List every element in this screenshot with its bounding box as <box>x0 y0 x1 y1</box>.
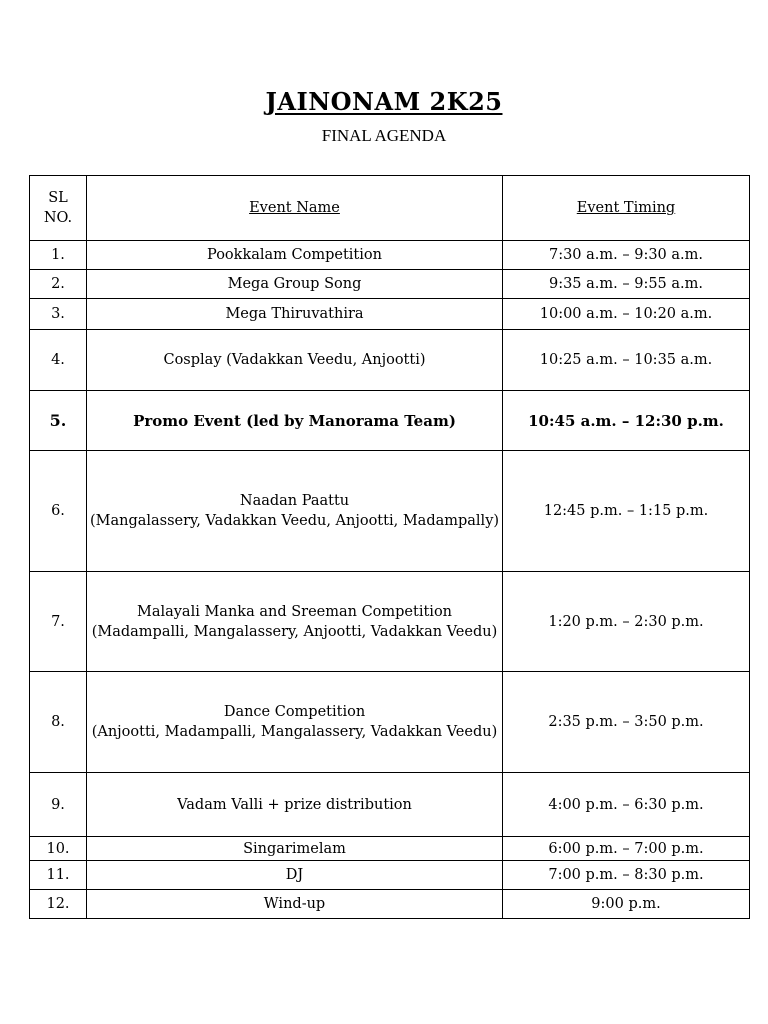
agenda-table <box>29 175 750 919</box>
header-event-timing: Event Timing <box>503 176 750 241</box>
row-event-timing: 10:25 a.m. – 10:35 a.m. <box>503 330 750 391</box>
row-sl: 2. <box>30 270 87 299</box>
header-sl-no <box>30 176 87 241</box>
row-event-name <box>87 451 503 572</box>
table-row <box>30 773 750 837</box>
header-event-name: Event Name <box>87 176 503 241</box>
row-sl: 8. <box>30 672 87 773</box>
row-event-name: Promo Event (led by Manorama Team) <box>87 391 503 451</box>
row-event-timing: 7:30 a.m. – 9:30 a.m. <box>503 241 750 270</box>
row-event-timing: 9:35 a.m. – 9:55 a.m. <box>503 270 750 299</box>
table-row <box>30 451 750 572</box>
row-event-name <box>87 572 503 672</box>
row-sl: 11. <box>30 861 87 890</box>
row-event-name: Cosplay (Vadakkan Veedu, Anjootti) <box>87 330 503 391</box>
row-event-timing: 1:20 p.m. – 2:30 p.m. <box>503 572 750 672</box>
page-title: JAINONAM 2K25 <box>265 87 503 116</box>
row-event-title: Naadan Paattu <box>239 493 350 509</box>
row-event-teams: (Anjootti, Madampalli, Mangalassery, Vadakkan Veedu) <box>91 724 498 740</box>
header-sl-line2: NO. <box>43 210 73 226</box>
row-event-timing: 10:00 a.m. – 10:20 a.m. <box>503 299 750 330</box>
table-row <box>30 890 750 919</box>
row-event-timing: 6:00 p.m. – 7:00 p.m. <box>503 837 750 861</box>
table-row <box>30 299 750 330</box>
row-sl: 10. <box>30 837 87 861</box>
row-sl: 12. <box>30 890 87 919</box>
row-event-name: Mega Thiruvathira <box>87 299 503 330</box>
table-row <box>30 330 750 391</box>
row-sl: 5. <box>30 391 87 451</box>
row-sl: 7. <box>30 572 87 672</box>
table-row <box>30 837 750 861</box>
table-row <box>30 572 750 672</box>
row-event-name <box>87 672 503 773</box>
table-row <box>30 672 750 773</box>
table-row <box>30 270 750 299</box>
row-event-name: Pookkalam Competition <box>87 241 503 270</box>
row-sl: 4. <box>30 330 87 391</box>
row-event-name: Wind-up <box>87 890 503 919</box>
row-sl: 9. <box>30 773 87 837</box>
row-event-timing: 4:00 p.m. – 6:30 p.m. <box>503 773 750 837</box>
row-sl: 3. <box>30 299 87 330</box>
row-event-teams: (Mangalassery, Vadakkan Veedu, Anjootti, Madampally) <box>89 513 500 529</box>
table-row <box>30 391 750 451</box>
header-sl-line1: SL <box>48 190 68 206</box>
row-event-name: Singarimelam <box>87 837 503 861</box>
table-row <box>30 861 750 890</box>
row-event-timing: 10:45 a.m. – 12:30 p.m. <box>503 391 750 451</box>
row-event-timing: 2:35 p.m. – 3:50 p.m. <box>503 672 750 773</box>
row-event-name: Mega Group Song <box>87 270 503 299</box>
row-sl: 1. <box>30 241 87 270</box>
row-event-teams: (Madampalli, Mangalassery, Anjootti, Vadakkan Veedu) <box>91 623 498 640</box>
row-sl: 6. <box>30 451 87 572</box>
row-event-title: Malayali Manka and Sreeman Competition <box>136 603 453 620</box>
row-event-name: DJ <box>87 861 503 890</box>
row-event-name: Vadam Valli + prize distribution <box>87 773 503 837</box>
row-event-timing: 12:45 p.m. – 1:15 p.m. <box>503 451 750 572</box>
table-header-row <box>30 176 750 241</box>
row-event-title: Dance Competition <box>223 704 366 720</box>
page-subtitle: FINAL AGENDA <box>321 126 447 145</box>
row-event-timing: 7:00 p.m. – 8:30 p.m. <box>503 861 750 890</box>
row-event-timing: 9:00 p.m. <box>503 890 750 919</box>
table-row <box>30 241 750 270</box>
